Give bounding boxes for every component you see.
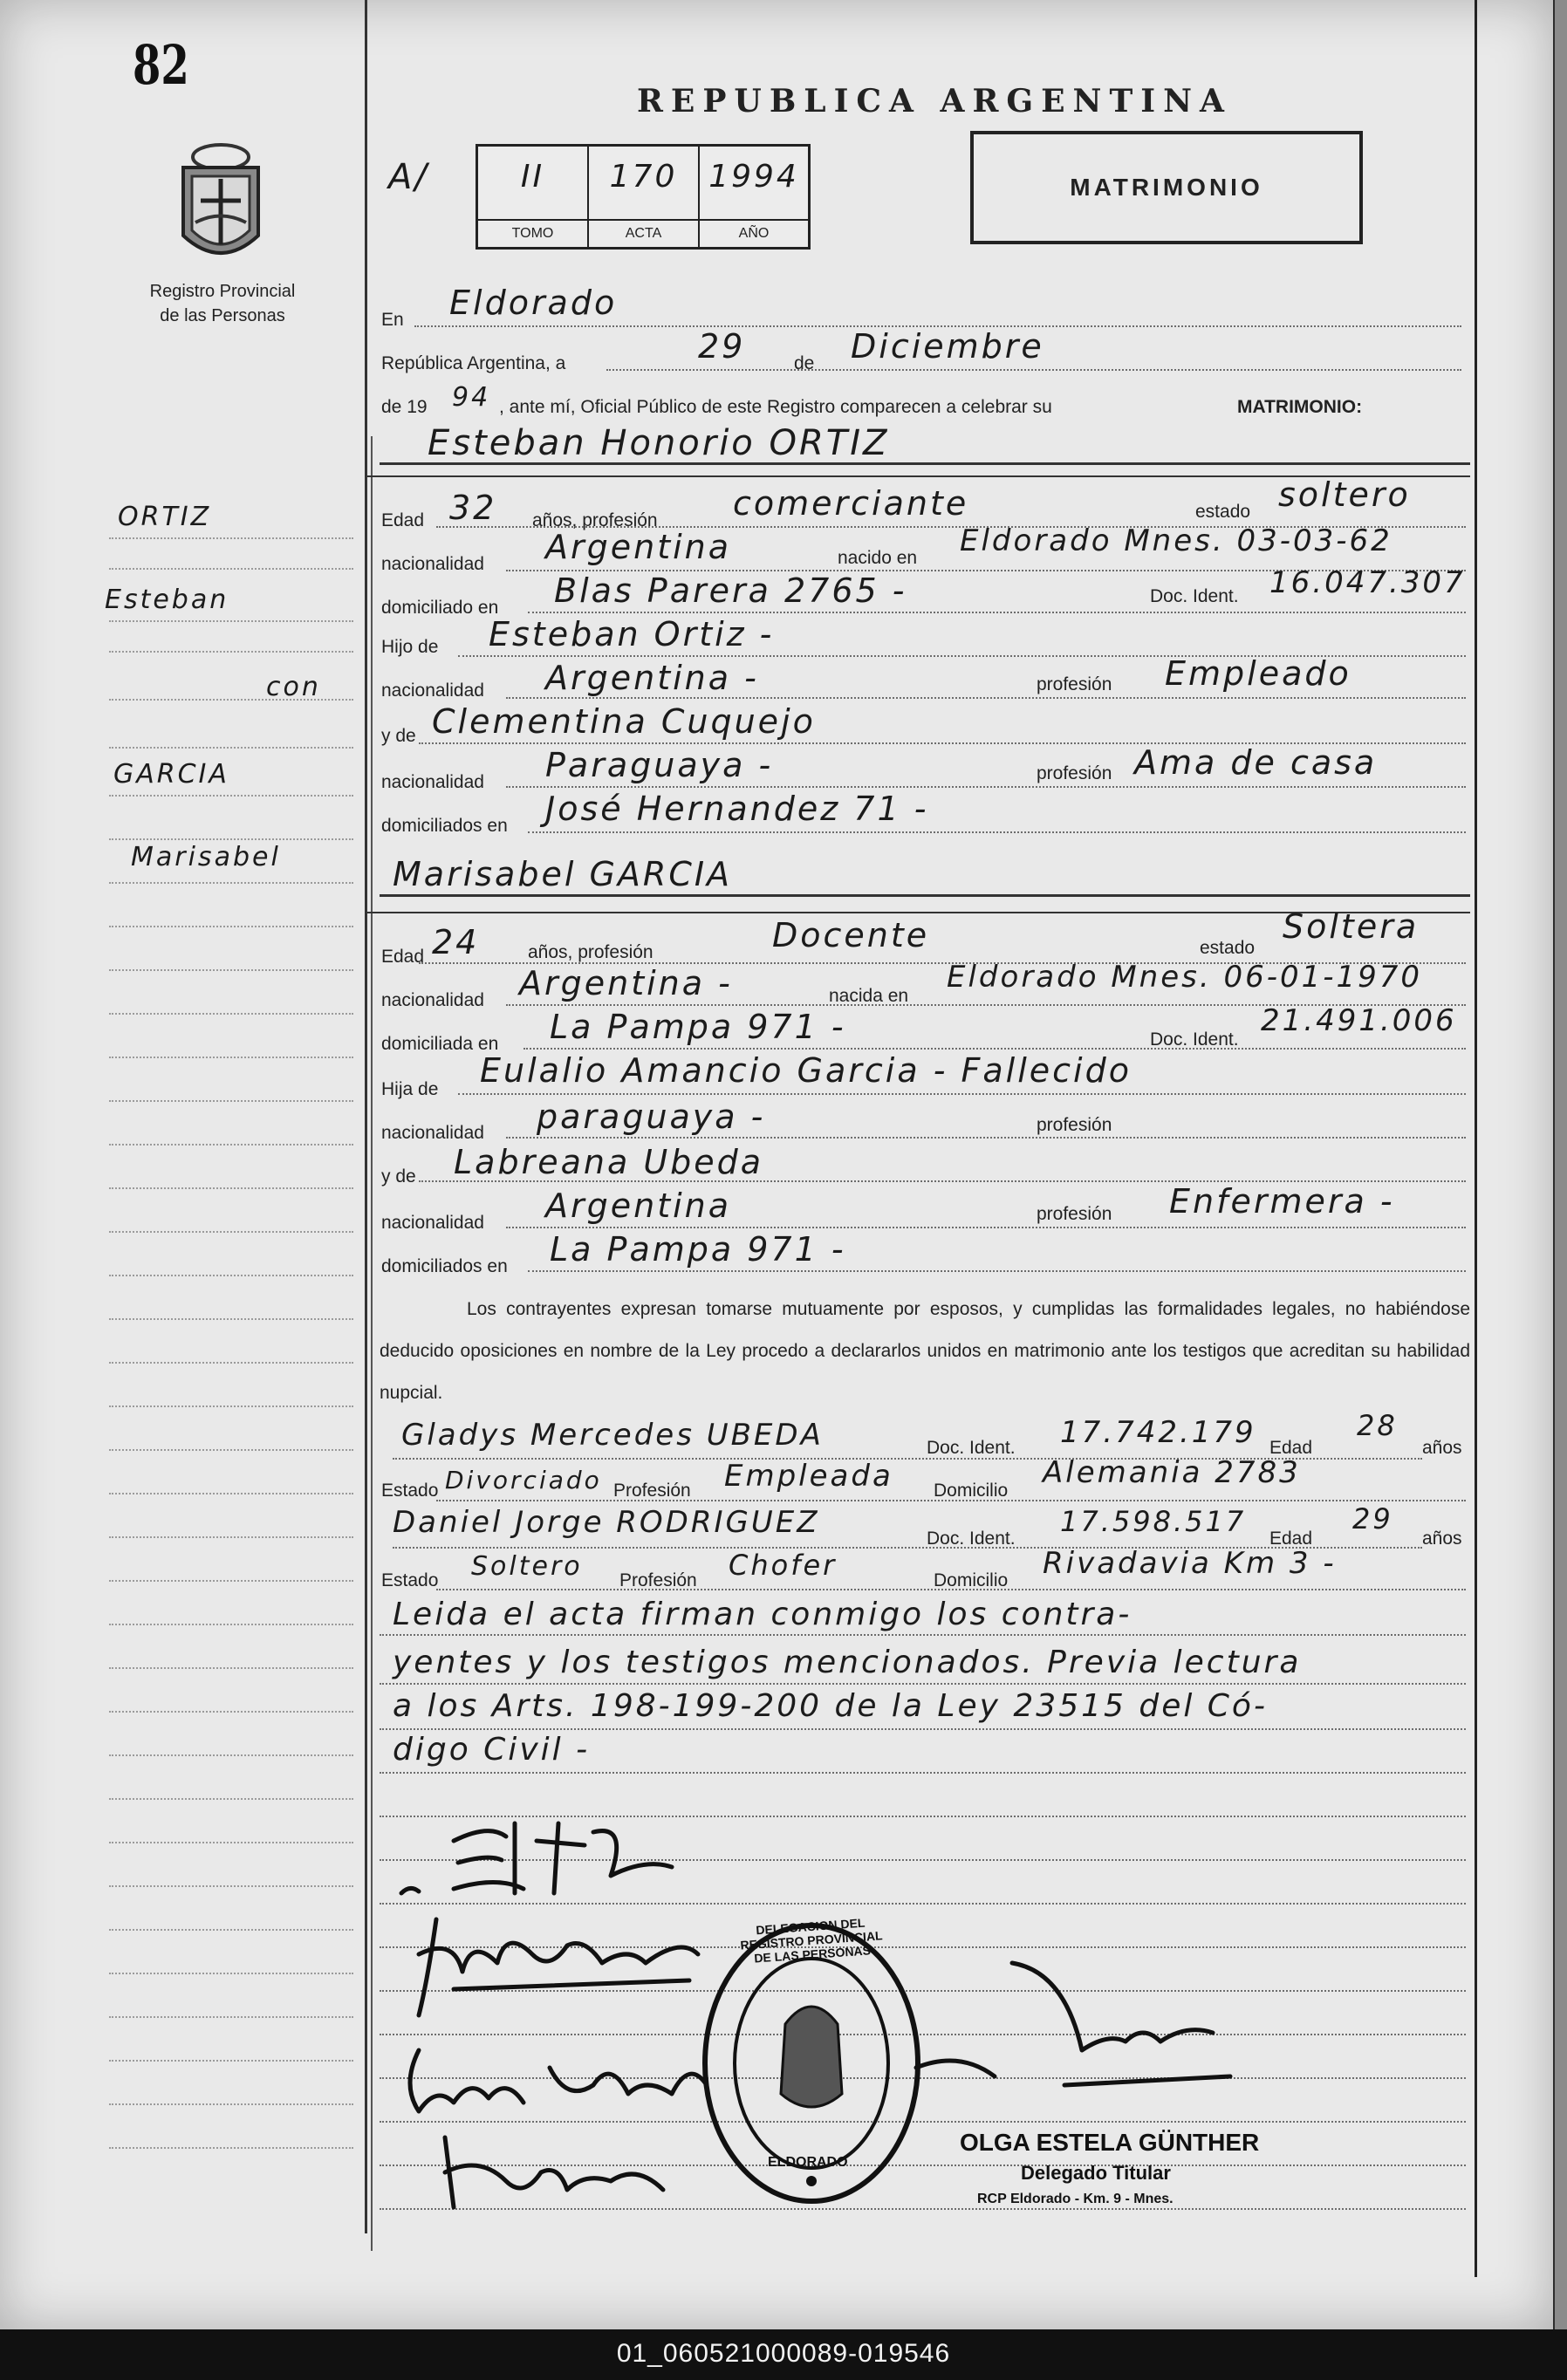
margin-rule	[109, 1143, 353, 1146]
bride-yde-label: y de	[381, 1166, 416, 1187]
margin-rule	[109, 1448, 353, 1451]
witness2-prof-label: Profesión	[619, 1570, 697, 1590]
witness1-profession: Empleada	[724, 1459, 893, 1494]
groom-doc: 16.047.307	[1269, 565, 1466, 600]
bride-full-name: Marisabel GARCIA	[393, 855, 733, 893]
country-title: REPUBLICA ARGENTINA	[637, 83, 1232, 120]
witness1-dom-label: Domicilio	[934, 1481, 1009, 1501]
margin-rule	[109, 838, 353, 840]
bride-age: 24	[432, 923, 480, 961]
acta-value: 170	[609, 159, 678, 195]
bride-row-line	[528, 1269, 1466, 1272]
groom-profession: comerciante	[733, 484, 969, 523]
margin-rule	[109, 1972, 353, 1974]
anio-cell	[700, 147, 808, 247]
margin-rule	[109, 968, 353, 971]
place-value: Eldorado	[449, 284, 618, 322]
registry-label	[113, 279, 332, 328]
registry-label-line-1: Registro Provincial	[149, 282, 296, 301]
margin-rule	[109, 1317, 353, 1320]
groom-signature	[384, 1806, 715, 1911]
witness2-doc-label: Doc. Ident.	[927, 1529, 1016, 1549]
anio-value: 1994	[708, 159, 799, 195]
margin-rule	[109, 1841, 353, 1843]
bride-mother-prof-label: profesión	[1037, 1204, 1112, 1224]
bride-row-line	[458, 1092, 1466, 1095]
bride-father-nat-label: nacionalidad	[381, 1123, 484, 1143]
groom-name-rule	[380, 462, 1470, 465]
image-id: 01_060521000089-019546	[616, 2339, 951, 2368]
groom-row-line	[506, 785, 1466, 788]
bride-domicilio-label: domiciliada en	[381, 1034, 499, 1054]
groom-father-nationality: Argentina -	[545, 659, 759, 697]
tomo-label: TOMO	[478, 219, 587, 247]
right-border-line	[1475, 0, 1477, 2277]
margin-rule	[109, 1710, 353, 1713]
anio-label: AÑO	[700, 219, 808, 247]
official-address: RCP Eldorado - Km. 9 - Mnes.	[977, 2192, 1174, 2206]
witness2-row-line	[436, 1588, 1466, 1590]
bride-parents-address: La Pampa 971 -	[550, 1230, 846, 1269]
witness1-row-line	[436, 1499, 1466, 1501]
official-name: OLGA ESTELA GÜNTHER	[960, 2129, 1260, 2156]
bride-signature	[401, 1902, 733, 2024]
groom-domicilio-label: domiciliado en	[381, 598, 499, 618]
tomo-acta-anio-table	[476, 144, 811, 250]
margin-rule	[109, 881, 353, 884]
bride-estado-label: estado	[1200, 938, 1256, 958]
margin-rule	[109, 1492, 353, 1494]
intro-text: , ante mí, Oficial Público de este Registro comparecen a celebrar su	[499, 397, 1052, 417]
seal-text-top: DELEGACION DEL REGISTRO PROVINCIAL DE LAS PERSONAS	[739, 1915, 884, 1966]
closing-rule	[380, 1771, 1466, 1774]
bride-row-line	[506, 1226, 1466, 1228]
witness1-doc-label: Doc. Ident.	[927, 1438, 1016, 1458]
bride-father-nationality: paraguaya -	[537, 1098, 766, 1136]
closing-line: Leida el acta firman conmigo los contra-	[393, 1597, 1132, 1632]
date-line	[606, 368, 1461, 371]
witness2-dom-label: Domicilio	[934, 1570, 1009, 1590]
groom-mother-nat-label: nacionalidad	[381, 772, 484, 792]
closing-rule	[380, 1633, 1466, 1636]
groom-nationality: Argentina	[545, 528, 732, 566]
page-edge	[1555, 0, 1567, 2329]
bride-nacida-label: nacida en	[829, 986, 909, 1006]
groom-anos-profesion-label: años, profesión	[532, 510, 658, 530]
witness2-age: 29	[1352, 1502, 1393, 1535]
margin-divider	[365, 0, 367, 2233]
en-label: En	[381, 310, 404, 330]
bride-doc-label: Doc. Ident.	[1150, 1029, 1239, 1050]
closing-rule	[380, 1727, 1466, 1730]
margin-rule	[109, 1754, 353, 1756]
groom-row-line	[506, 696, 1466, 699]
closing-line: yentes y los testigos mencionados. Previa lectura	[393, 1645, 1302, 1680]
margin-given-1: Esteban	[105, 585, 229, 615]
republic-label: República Argentina, a	[381, 353, 566, 373]
witness1-name: Gladys Mercedes UBEDA	[401, 1418, 824, 1453]
bride-mother-nationality: Argentina	[545, 1187, 732, 1225]
witness2-status: Soltero	[471, 1551, 583, 1582]
witness2-doc: 17.598.517	[1060, 1505, 1247, 1538]
groom-parents-address: José Hernandez 71 -	[545, 790, 929, 828]
official-title: Delegado Titular	[1021, 2162, 1171, 2184]
closing-line: a los Arts. 198-199-200 de la Ley 23515 del Có-	[393, 1688, 1268, 1724]
margin-rule	[109, 1012, 353, 1015]
bride-doc: 21.491.006	[1261, 1003, 1457, 1038]
witness1-estado-label: Estado	[381, 1481, 439, 1501]
year-value: 94	[452, 382, 491, 413]
groom-mother-profession: Ama de casa	[1134, 743, 1378, 782]
bride-parents-dom-label: domiciliados en	[381, 1256, 508, 1276]
bride-mother-nat-label: nacionalidad	[381, 1213, 484, 1233]
margin-rule	[109, 619, 353, 622]
groom-birth: Eldorado Mnes. 03-03-62	[960, 523, 1393, 558]
witness2-address: Rivadavia Km 3 -	[1043, 1546, 1337, 1581]
groom-address: Blas Parera 2765 -	[554, 571, 907, 610]
bride-row-line	[523, 1047, 1466, 1050]
margin-rule	[109, 2146, 353, 2149]
reference-mark: A/	[388, 157, 429, 197]
bride-anos-profesion-label: años, profesión	[528, 942, 653, 962]
witness2-edad-label: Edad	[1269, 1529, 1313, 1549]
margin-rule	[109, 1666, 353, 1669]
seal-text-bottom: ELDORADO	[768, 2155, 848, 2170]
groom-edad-label: Edad	[381, 510, 425, 530]
margin-rule	[109, 537, 353, 539]
witness2-name: Daniel Jorge RODRIGUEZ	[393, 1505, 820, 1540]
margin-rule	[109, 2059, 353, 2062]
groom-row-line	[528, 831, 1466, 833]
groom-nacionalidad-label: nacionalidad	[381, 554, 484, 574]
groom-nacido-label: nacido en	[838, 548, 918, 568]
witness1-doc: 17.742.179	[1060, 1415, 1256, 1450]
groom-father-nat-label: nacionalidad	[381, 680, 484, 701]
margin-rule	[109, 1099, 353, 1102]
bride-mother: Labreana Ubeda	[454, 1143, 764, 1181]
intro-matrimonio: MATRIMONIO:	[1237, 397, 1363, 417]
provincial-seal-icon	[173, 140, 269, 270]
margin-rule	[109, 1535, 353, 1538]
groom-mother-nationality: Paraguaya -	[545, 746, 774, 784]
margin-rule	[109, 1056, 353, 1058]
margin-rule	[109, 1928, 353, 1931]
official-signature	[907, 1946, 1239, 2111]
bride-civil-status: Soltera	[1283, 907, 1420, 946]
witness2-anos-label: años	[1422, 1529, 1462, 1549]
margin-rule	[109, 1797, 353, 1800]
margin-rule	[109, 567, 353, 570]
bride-mother-profession: Enfermera -	[1169, 1182, 1395, 1221]
month-value: Diciembre	[851, 327, 1044, 366]
margin-rule	[109, 1884, 353, 1887]
bride-father-prof-label: profesión	[1037, 1115, 1112, 1135]
bride-row-line	[506, 1136, 1466, 1139]
form-left-border	[371, 436, 373, 2251]
witness1-anos-label: años	[1422, 1438, 1462, 1458]
groom-parents-dom-label: domiciliados en	[381, 816, 508, 836]
margin-rule	[109, 2103, 353, 2105]
groom-father: Esteban Ortiz -	[489, 615, 775, 653]
witness1-status: Divorciado	[445, 1466, 602, 1494]
witness2-signature	[428, 2129, 689, 2216]
groom-full-name: Esteban Honorio ORTIZ	[428, 423, 890, 463]
margin-connector: con	[266, 672, 321, 702]
margin-rule	[109, 1187, 353, 1189]
margin-rule	[109, 1405, 353, 1407]
witness2-estado-label: Estado	[381, 1570, 439, 1590]
bride-father: Eulalio Amancio Garcia - Fallecido	[480, 1051, 1132, 1090]
witness1-prof-label: Profesión	[613, 1481, 691, 1501]
act-type-box: MATRIMONIO	[970, 131, 1363, 244]
bride-name-rule	[380, 894, 1470, 897]
day-value: 29	[698, 327, 746, 366]
bride-profession: Docente	[772, 916, 930, 954]
margin-rule	[109, 2015, 353, 2018]
margin-surname-1: ORTIZ	[118, 502, 212, 532]
margin-rule	[109, 746, 353, 749]
de-label: de	[794, 353, 815, 373]
groom-mother: Clementina Cuquejo	[432, 702, 816, 741]
margin-rule	[109, 1230, 353, 1233]
bride-nationality: Argentina -	[519, 964, 733, 1002]
witness1-age: 28	[1357, 1409, 1398, 1442]
margin-given-2: Marisabel	[131, 842, 281, 872]
groom-doc-label: Doc. Ident.	[1150, 586, 1239, 606]
page-number: 82	[133, 33, 189, 97]
groom-mother-prof-label: profesión	[1037, 763, 1112, 783]
margin-surname-2: GARCIA	[113, 759, 229, 790]
bride-hija-label: Hija de	[381, 1079, 439, 1099]
tomo-cell	[478, 147, 589, 247]
groom-yde-label: y de	[381, 726, 416, 746]
groom-age: 32	[449, 489, 497, 527]
margin-rule	[109, 1579, 353, 1582]
bride-edad-label: Edad	[381, 947, 425, 967]
margin-rule	[109, 1361, 353, 1364]
groom-hijo-label: Hijo de	[381, 637, 439, 657]
groom-civil-status: soltero	[1278, 475, 1411, 514]
declaration-text: Los contrayentes expresan tomarse mutuamente por esposos, y cumplidas las formalidades legales, no habiéndose deducido oposiciones en nombre de la Ley procedo a declararlos unidos en matrimonio ante los testigos que acreditan su habilidad nupcial.	[380, 1299, 1470, 1403]
bride-birth: Eldorado Mnes. 06-01-1970	[947, 960, 1423, 995]
closing-rule	[380, 1682, 1466, 1685]
margin-rule	[109, 650, 353, 653]
witness1-address: Alemania 2783	[1043, 1455, 1301, 1490]
acta-label: ACTA	[589, 219, 698, 247]
acta-cell	[589, 147, 700, 247]
margin-rule	[109, 925, 353, 927]
bride-address: La Pampa 971 -	[550, 1008, 846, 1046]
groom-estado-label: estado	[1195, 502, 1251, 522]
witness2-profession: Chofer	[729, 1549, 838, 1582]
groom-row-line	[528, 611, 1466, 613]
groom-father-prof-label: profesión	[1037, 674, 1112, 694]
registry-label-line-2: de las Personas	[160, 306, 285, 325]
year-prefix: de 19	[381, 397, 428, 417]
margin-rule	[109, 794, 353, 797]
witness1-edad-label: Edad	[1269, 1438, 1313, 1458]
bride-nacionalidad-label: nacionalidad	[381, 990, 484, 1010]
groom-father-profession: Empleado	[1165, 654, 1351, 693]
margin-rule	[109, 1274, 353, 1276]
tomo-value: II	[520, 159, 545, 195]
witness1-signature	[393, 2033, 724, 2129]
margin-rule	[109, 1623, 353, 1625]
closing-line: digo Civil -	[393, 1732, 591, 1768]
